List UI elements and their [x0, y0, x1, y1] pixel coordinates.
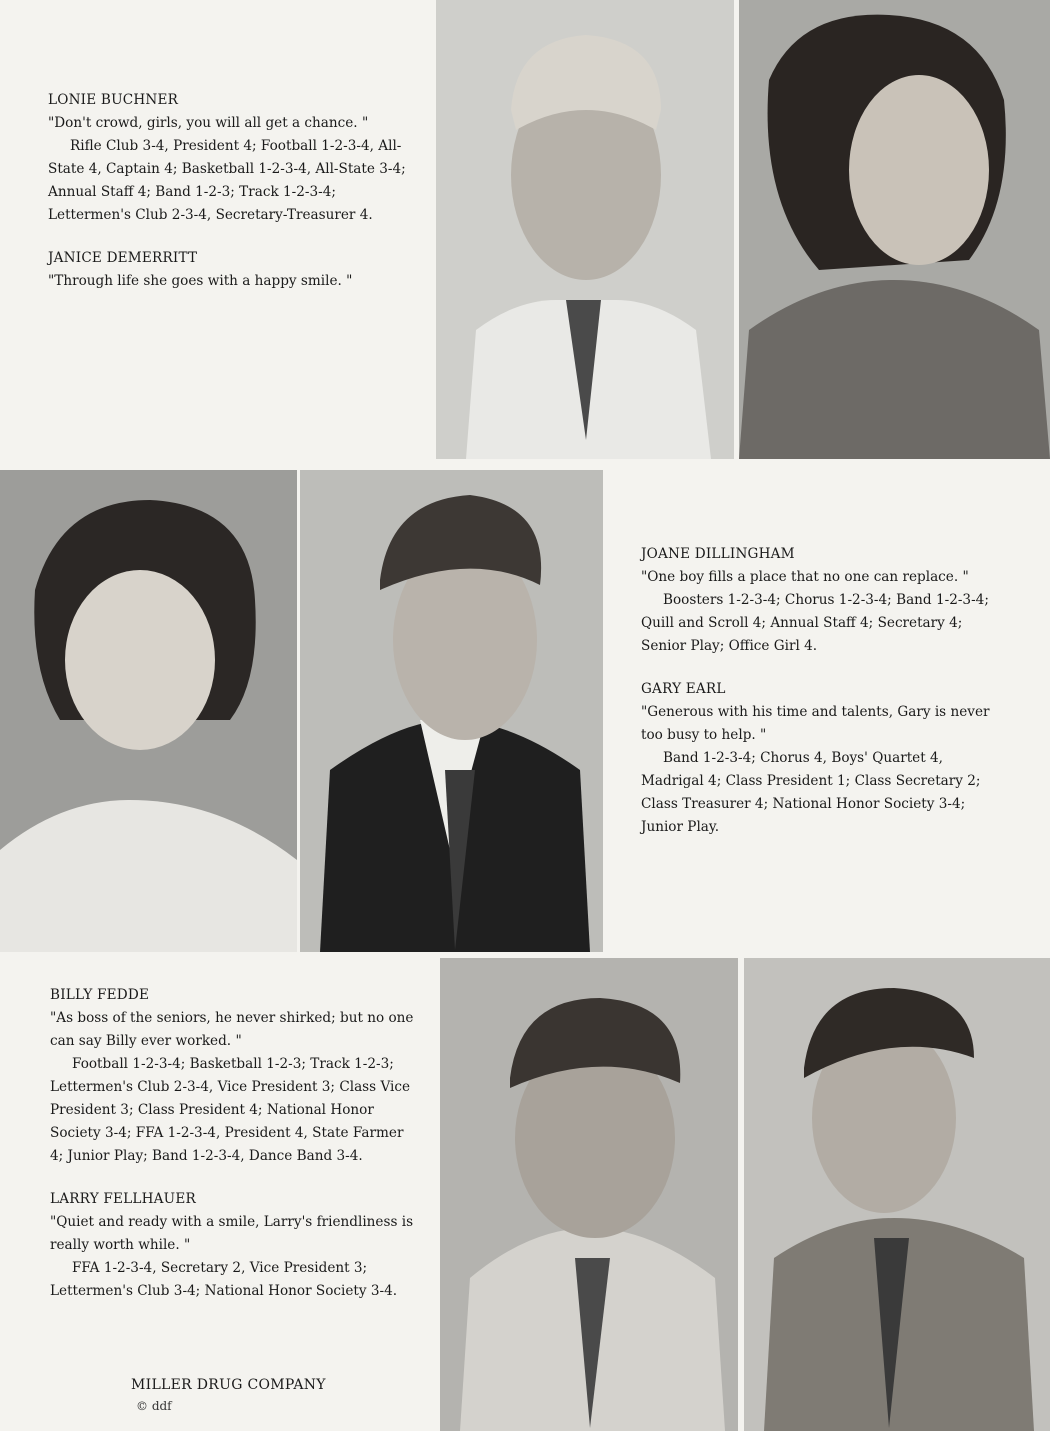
senior-activities: Rifle Club 3-4, President 4; Football 1-2-3-4, All-State 4, Captain 4; Basketball 1-2-3-4, All-State 3-4; Annual Staff 4; Band 1-2-3; Track 1-2-3-4; Lettermen's Club 2-3-4, Secretary-Treasurer 4.	[48, 138, 406, 223]
senior-name: BILLY FEDDE	[50, 987, 150, 1003]
portrait-photo-earl	[300, 470, 603, 952]
portrait-photo-fellhauer	[744, 958, 1050, 1431]
copyright-mark: © ddf	[136, 1399, 172, 1413]
senior-activities: FFA 1-2-3-4, Secretary 2, Vice President 3; Lettermen's Club 3-4; National Honor Society 3-4.	[50, 1260, 398, 1299]
senior-name: LARRY FELLHAUER	[50, 1191, 196, 1207]
portrait-photo-fedde	[440, 958, 738, 1431]
senior-activities: Boosters 1-2-3-4; Chorus 1-2-3-4; Band 1-2-3-4; Quill and Scroll 4; Annual Staff 4; Secretary 4; Senior Play; Office Girl 4.	[641, 592, 989, 654]
text-block-dillingham-earl	[641, 543, 1001, 839]
senior-activities: Band 1-2-3-4; Chorus 4, Boys' Quartet 4, Madrigal 4; Class President 1; Class Secretary 2; Class Treasurer 4; National Honor Society 3-4; Junior Play.	[641, 750, 981, 835]
text-block-buchner-demerritt	[48, 89, 413, 293]
senior-quote: "As boss of the seniors, he never shirked; but no one can say Billy ever worked. "	[50, 1010, 414, 1049]
portrait-photo-buchner	[436, 0, 734, 459]
senior-quote: "One boy fills a place that no one can replace. "	[641, 569, 969, 585]
senior-quote: "Quiet and ready with a smile, Larry's friendliness is really worth while. "	[50, 1214, 414, 1253]
senior-quote: "Generous with his time and talents, Gary is never too busy to help. "	[641, 704, 990, 743]
portrait-photo-dillingham	[0, 470, 297, 952]
senior-name: GARY EARL	[641, 681, 726, 697]
senior-name: LONIE BUCHNER	[48, 92, 179, 108]
text-block-fedde-fellhauer	[50, 984, 415, 1303]
sponsor-credit: MILLER DRUG COMPANY	[131, 1377, 326, 1393]
senior-quote: "Don't crowd, girls, you will all get a chance. "	[48, 115, 369, 131]
senior-name: JANICE DEMERRITT	[48, 250, 198, 266]
portrait-photo-demerritt	[739, 0, 1050, 459]
senior-activities: Football 1-2-3-4; Basketball 1-2-3; Track 1-2-3; Lettermen's Club 2-3-4, Vice President 3; Class Vice President 3; Class President 4; National Honor Society 3-4; FFA 1-2-3-4, President 4, State Farmer 4; Junior Play; Band 1-2-3-4, Dance Band 3-4.	[50, 1056, 411, 1164]
senior-quote: "Through life she goes with a happy smile. "	[48, 273, 353, 289]
senior-name: JOANE DILLINGHAM	[641, 546, 795, 562]
